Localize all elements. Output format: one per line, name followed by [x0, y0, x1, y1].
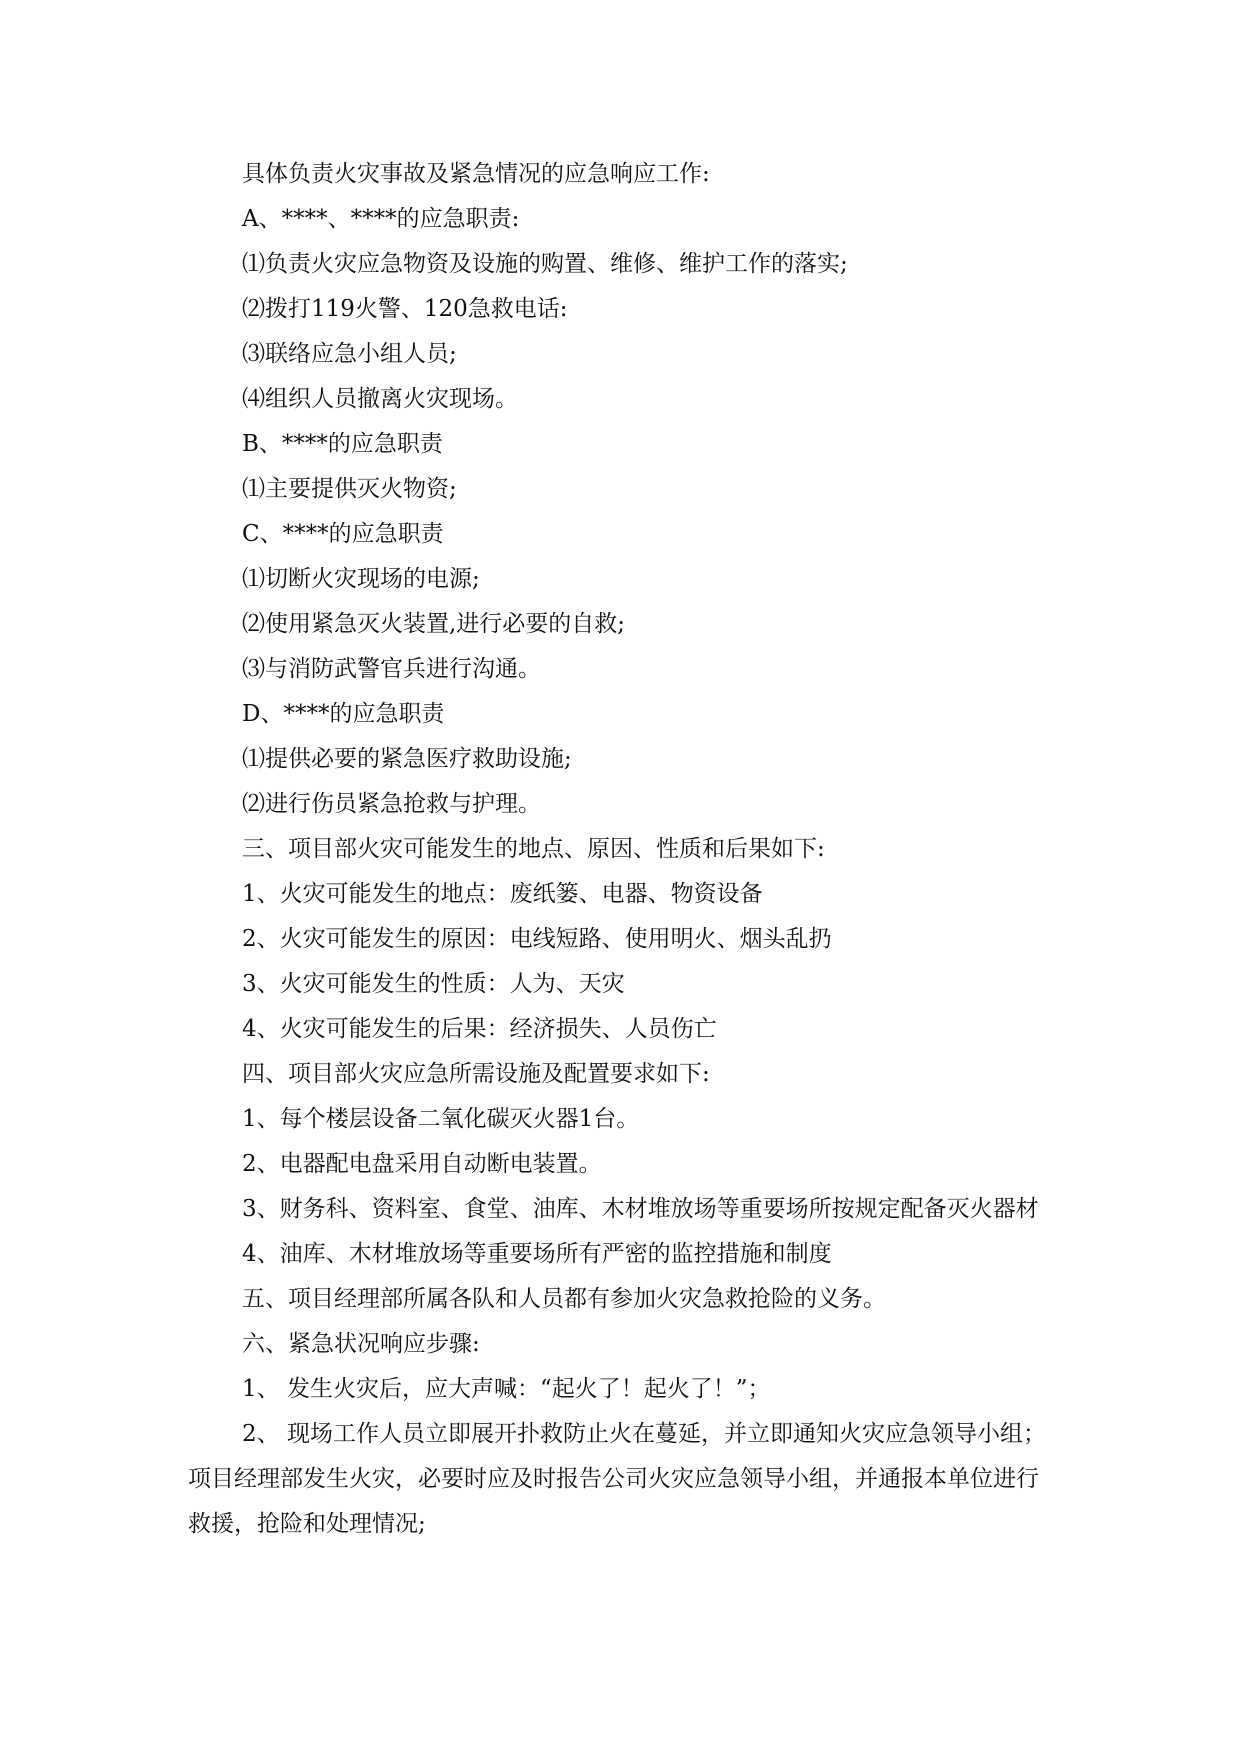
text-line: ⑴负责火灾应急物资及设施的购置、维修、维护工作的落实;	[242, 251, 848, 277]
text-line: D、****的应急职责	[242, 701, 445, 727]
text-line: 2、电器配电盘采用自动断电装置。	[242, 1151, 602, 1177]
section-heading-3: 三、项目部火灾可能发生的地点、原因、性质和后果如下:	[242, 836, 825, 862]
section-heading-5: 五、项目经理部所属各队和人员都有参加火灾急救抢险的义务。	[242, 1286, 886, 1312]
text-line: ⑴切断火灾现场的电源;	[242, 566, 480, 592]
text-line: 4、火灾可能发生的后果：经济损失、人员伤亡	[242, 1016, 717, 1042]
text-line: B、****的应急职责	[242, 431, 443, 457]
text-line: ⑴提供必要的紧急医疗救助设施;	[242, 746, 572, 772]
text-line: 3、火灾可能发生的性质：人为、天灾	[242, 971, 625, 997]
text-line: 2、火灾可能发生的原因：电线短路、使用明火、烟头乱扔	[242, 926, 832, 952]
final-paragraph: 2、 现场工作人员立即展开扑救防止火在蔓延，并立即通知火灾应急领导小组； 项目经理部发生火灾，必要时应及时报告公司火灾应急领导小组，并通报本单位进行救援，抢险和处理情况;	[188, 1421, 1046, 1537]
section-heading-6: 六、紧急状况响应步骤:	[242, 1331, 480, 1357]
text-line: ⑶与消防武警官兵进行沟通。	[242, 656, 541, 682]
document-body	[188, 152, 1060, 1547]
section-heading-4: 四、项目部火灾应急所需设施及配置要求如下:	[242, 1061, 710, 1087]
text-line: 1、火灾可能发生的地点：废纸篓、电器、物资设备	[242, 881, 763, 907]
text-line: 1、 发生火灾后，应大声喊：“起火了！起火了！”；	[242, 1376, 771, 1402]
text-line: ⑵进行伤员紧急抢救与护理。	[242, 791, 541, 817]
text-line: 具体负责火灾事故及紧急情况的应急响应工作:	[242, 161, 710, 187]
text-line: 4、油库、木材堆放场等重要场所有严密的监控措施和制度	[242, 1241, 832, 1267]
text-line: ⑷组织人员撤离火灾现场。	[242, 386, 518, 412]
text-line: ⑵使用紧急灭火装置,进行必要的自救;	[242, 611, 626, 637]
text-line: ⑵拨打119火警、120急救电话:	[242, 296, 568, 322]
text-line: ⑴主要提供灭火物资;	[242, 476, 457, 502]
text-line: ⑶联络应急小组人员;	[242, 341, 457, 367]
text-line: C、****的应急职责	[242, 521, 444, 547]
text-line: 1、每个楼层设备二氧化碳灭火器1台。	[242, 1106, 640, 1132]
text-line: A、****、****的应急职责:	[242, 206, 520, 232]
text-line: 3、财务科、资料室、食堂、油库、木材堆放场等重要场所按规定配备灭火器材	[242, 1196, 1039, 1222]
